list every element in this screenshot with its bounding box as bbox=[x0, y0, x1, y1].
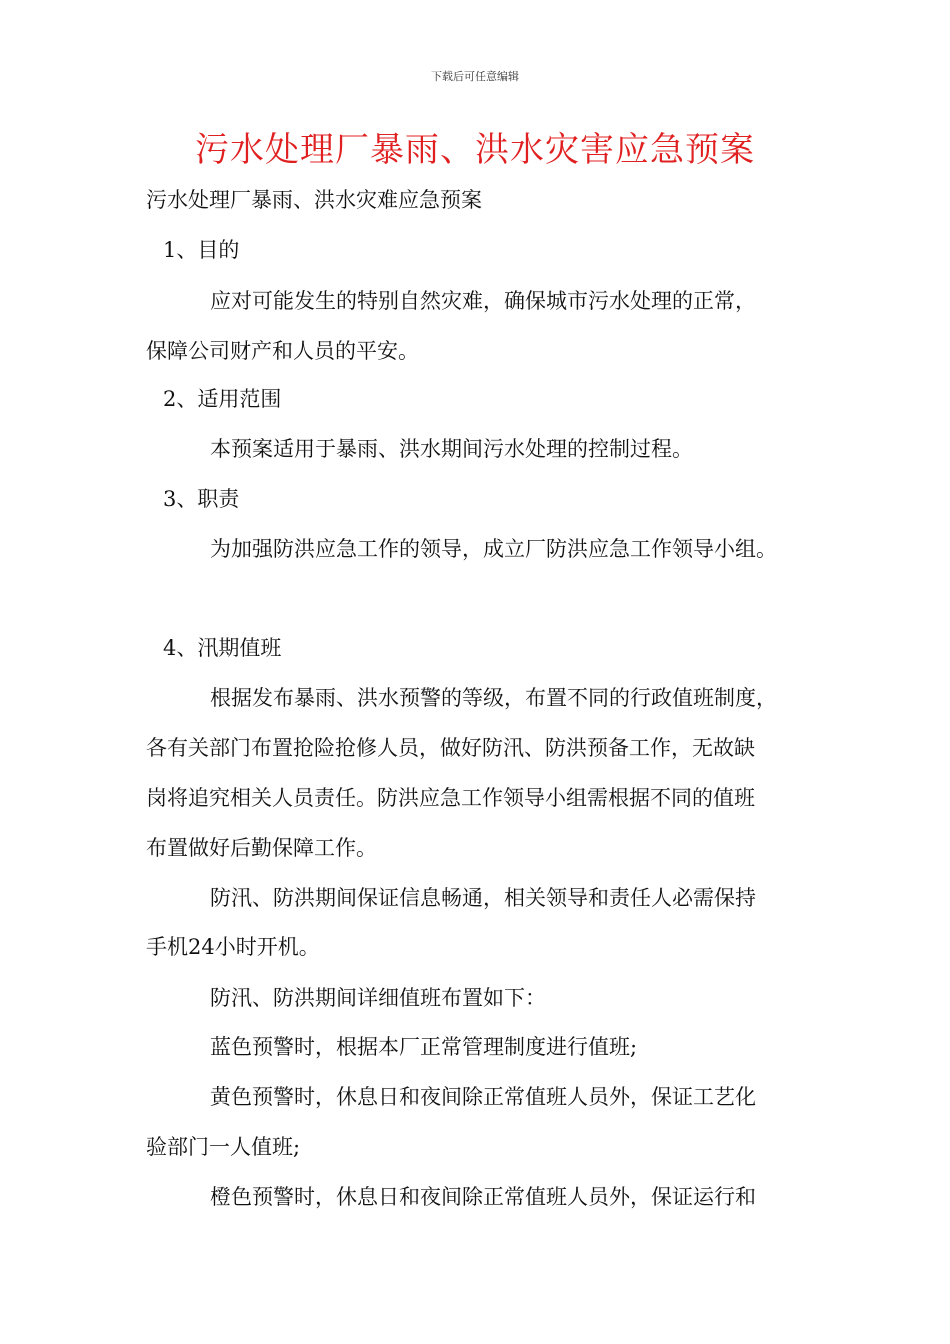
header-note: 下载后可任意编辑 bbox=[431, 70, 519, 83]
document-subtitle: 污水处理厂暴雨、洪水灾难应急预案 bbox=[146, 188, 482, 212]
paragraph-line: 岗将追究相关人员责任。防洪应急工作领导小组需根据不同的值班 bbox=[146, 786, 755, 810]
paragraph-line: 应对可能发生的特别自然灾难，确保城市污水处理的正常， bbox=[210, 289, 756, 313]
paragraph-line: 布置做好后勤保障工作。 bbox=[146, 836, 377, 860]
paragraph-line: 防汛、防洪期间保证信息畅通，相关领导和责任人必需保持 bbox=[210, 886, 756, 910]
paragraph-line: 各有关部门布置抢险抢修人员，做好防汛、防洪预备工作，无故缺 bbox=[146, 736, 755, 760]
paragraph-line: 验部门一人值班; bbox=[146, 1135, 301, 1159]
paragraph-line: 防汛、防洪期间详细值班布置如下： bbox=[210, 986, 546, 1010]
section-heading-scope: 2、适用范围 bbox=[163, 387, 282, 411]
section-heading-duties: 3、职责 bbox=[163, 487, 240, 511]
paragraph-line: 橙色预警时，休息日和夜间除正常值班人员外，保证运行和 bbox=[210, 1185, 756, 1209]
document-title: 污水处理厂暴雨、洪水灾害应急预案 bbox=[195, 130, 755, 170]
paragraph-line: 根据发布暴雨、洪水预警的等级，布置不同的行政值班制度， bbox=[210, 686, 777, 710]
paragraph-line: 蓝色预警时，根据本厂正常管理制度进行值班; bbox=[210, 1035, 638, 1059]
section-heading-flood-duty: 4、汛期值班 bbox=[163, 636, 282, 660]
section-heading-purpose: 1、目的 bbox=[163, 238, 240, 262]
paragraph-line: 黄色预警时，休息日和夜间除正常值班人员外，保证工艺化 bbox=[210, 1085, 756, 1109]
paragraph-line: 本预案适用于暴雨、洪水期间污水处理的控制过程。 bbox=[210, 437, 693, 461]
paragraph-line: 保障公司财产和人员的平安。 bbox=[146, 339, 419, 363]
paragraph-line: 手机24小时开机。 bbox=[146, 935, 320, 959]
paragraph-line: 为加强防洪应急工作的领导，成立厂防洪应急工作领导小组。 bbox=[210, 537, 777, 561]
